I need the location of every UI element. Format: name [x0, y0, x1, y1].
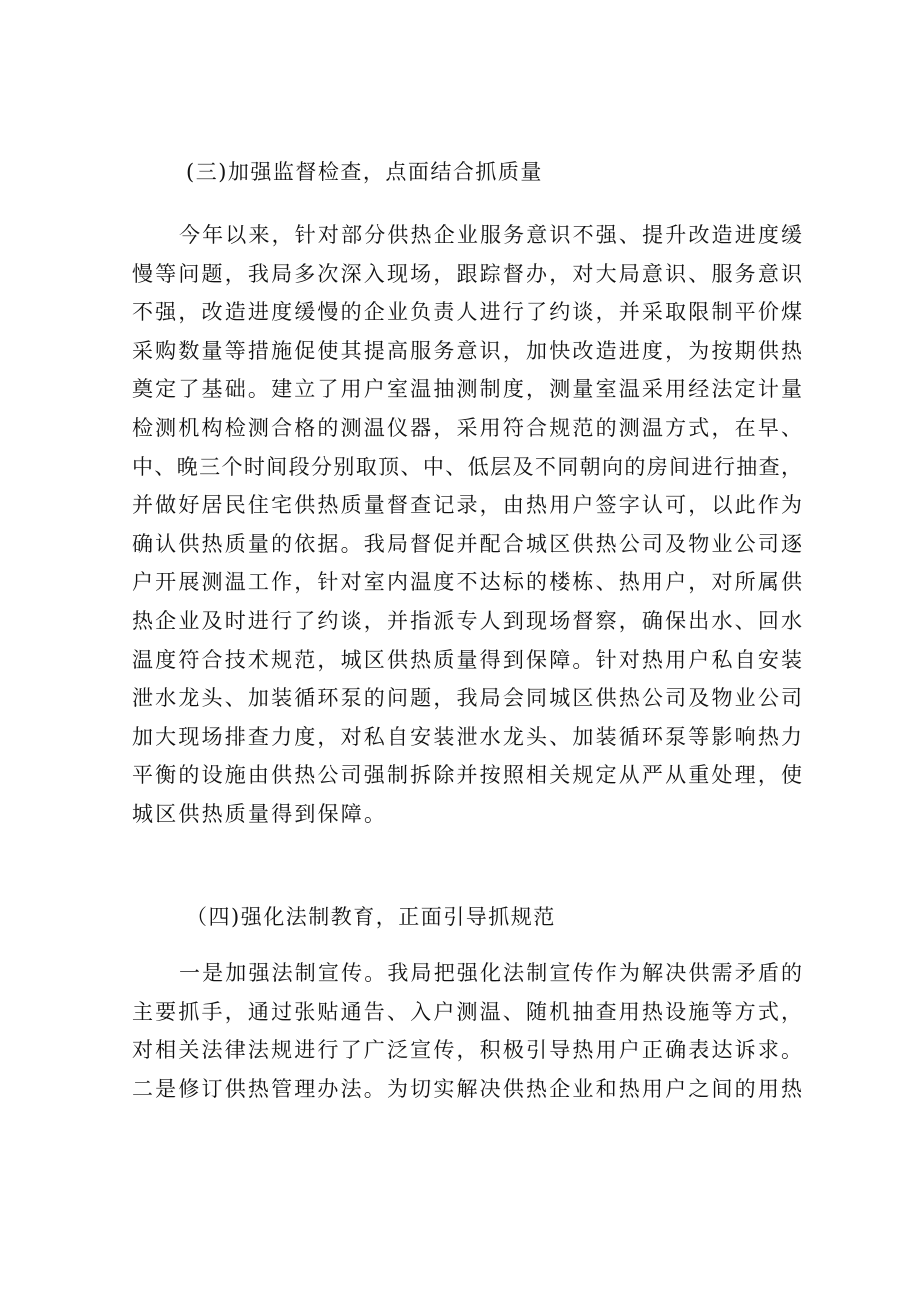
paragraph-line: 确认供热质量的依据。我局督促并配合城区供热公司及物业公司逐	[132, 531, 802, 556]
paragraph-line: 奠定了基础。建立了用户室温抽测制度，测量室温采用经法定计量	[132, 377, 802, 402]
paragraph-line: 平衡的设施由供热公司强制拆除并按照相关规定从严从重处理，使	[132, 763, 802, 788]
paragraph-line: 并做好居民住宅供热质量督查记录，由热用户签字认可，以此作为	[132, 493, 802, 518]
paragraph-line: 不强，改造进度缓慢的企业负责人进行了约谈，并采取限制平价煤	[132, 300, 802, 325]
paragraph-line: 户开展测温工作，针对室内温度不达标的楼栋、热用户，对所属供	[132, 570, 802, 595]
paragraph-line: 一是加强法制宣传。我局把强化法制宣传作为解决供需矛盾的	[179, 961, 802, 985]
paragraph-line: 中、晚三个时间段分别取顶、中、低层及不同朝向的房间进行抽查，	[132, 454, 802, 479]
paragraph-line: 检测机构检测合格的测温仪器，采用符合规范的测温方式，在早、	[132, 415, 802, 440]
paragraph-line: 采购数量等措施促使其提高服务意识，加快改造进度，为按期供热	[132, 338, 802, 363]
paragraph-line: 主要抓手，通过张贴通告、入户测温、随机抽查用热设施等方式，	[132, 999, 802, 1024]
paragraph-line: 慢等问题，我局多次深入现场，跟踪督办，对大局意识、服务意识	[132, 261, 802, 286]
section-3-heading: (三)加强监督检查，点面结合抓质量	[186, 160, 543, 184]
paragraph-line: 加大现场排查力度，对私自安装泄水龙头、加装循环泵等影响热力	[132, 724, 802, 749]
section-4-paragraph	[132, 954, 802, 1108]
paragraph-line: 热企业及时进行了约谈，并指派专人到现场督察，确保出水、回水	[132, 608, 802, 633]
paragraph-line: 城区供热质量得到保障。	[132, 801, 388, 826]
paragraph-line: 今年以来，针对部分供热企业服务意识不强、提升改造进度缓	[179, 223, 802, 247]
section-4-heading: （四)强化法制教育，正面引导抓规范	[186, 905, 556, 929]
paragraph-line: 对相关法律法规进行了广泛宣传，积极引导热用户正确表达诉求。	[132, 1038, 802, 1063]
paragraph-line: 泄水龙头、加装循环泵的问题，我局会同城区供热公司及物业公司	[132, 686, 802, 711]
paragraph-line: 二是修订供热管理办法。为切实解决供热企业和热用户之间的用热	[132, 1076, 802, 1101]
section-3-paragraph	[132, 216, 802, 834]
paragraph-line: 温度符合技术规范，城区供热质量得到保障。针对热用户私自安装	[132, 647, 802, 672]
